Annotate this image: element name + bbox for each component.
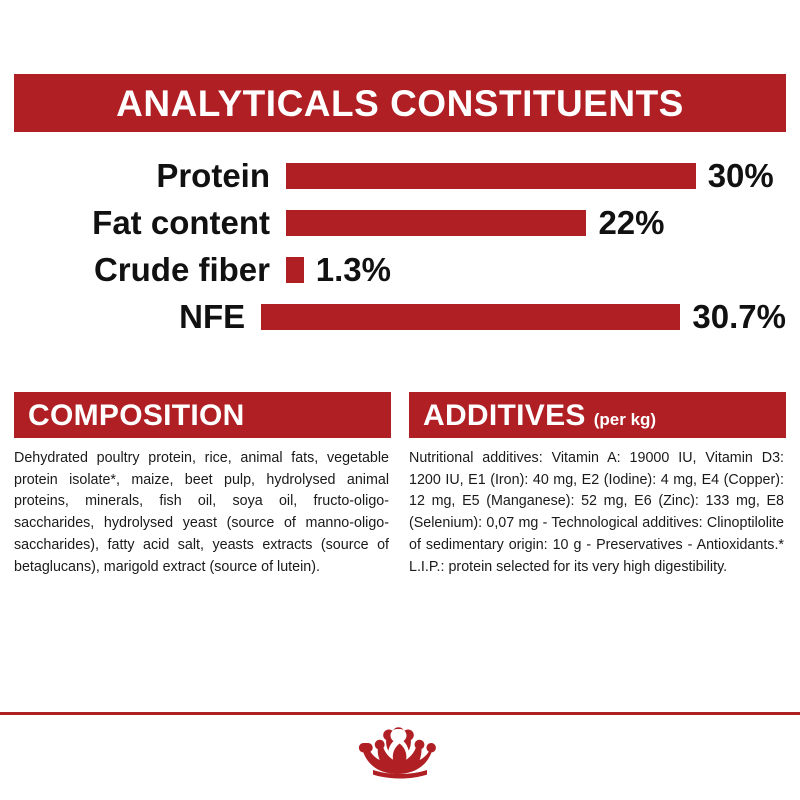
nutrient-bar-fill (286, 163, 696, 189)
nutrient-bar-track (286, 199, 786, 246)
additives-header (409, 392, 786, 438)
nutrient-value: 30.7% (692, 297, 786, 335)
nutrient-value: 22% (598, 203, 665, 241)
nutrient-label: Crude fiber (93, 250, 270, 288)
nutrient-bar-track (286, 246, 786, 293)
analytical-constituents-title: ANALYTICALS CONSTITUENTS (116, 82, 684, 124)
composition-header (14, 392, 391, 438)
nutrient-bar-fill (286, 257, 304, 283)
composition-panel (14, 392, 391, 578)
nutrient-label: Fat content (92, 203, 270, 241)
additives-title: ADDITIVES (423, 399, 586, 432)
royal-crown-logo-icon (357, 723, 443, 781)
analytical-constituents-banner (14, 74, 786, 132)
nutrient-label: NFE (179, 297, 246, 335)
additives-body: Nutritional additives: Vitamin A: 19000 IU, Vitamin D3: 1200 IU, E1 (Iron): 40 mg, E2 (Iodine): 4 mg, E4 (Copper): 12 mg, E5 (Manganese): 52 mg, E6 (Zinc): 133 mg, E8 (Selenium): 0,07 mg - Technological additives: Clinoptilolite of sedimentary origin: 10 g - Preservatives - Antioxidants.* L.I.P.: protein selected for its very high digestibility. (409, 450, 784, 575)
footer-divider (0, 712, 800, 715)
analytical-constituents-section (14, 74, 786, 340)
nutrient-bar-track (286, 152, 786, 199)
composition-title: COMPOSITION (28, 399, 245, 432)
composition-body: Dehydrated poultry protein, rice, animal fats, vegetable protein isolate*, maize, beet pulp, hydrolysed animal proteins, minerals, fish oil, soya oil, fructo-oligo-saccharides, hydrolysed yeast (source of manno-oligo-saccharides), fatty acid salt, yeasts extracts (source of betaglucans), marigold extract (source of lutein). (14, 450, 389, 575)
nutrient-bar-row (14, 293, 786, 340)
nutrient-value: 1.3% (315, 250, 391, 288)
nutrient-bar-fill (286, 210, 586, 236)
additives-panel (409, 392, 786, 578)
nutrient-bar-chart (14, 152, 786, 340)
additives-subtitle: (per kg) (593, 410, 657, 429)
nutrient-value: 30% (707, 156, 774, 194)
nutrient-bar-row (14, 199, 786, 246)
nutrient-bar-row (14, 246, 786, 293)
nutrient-bar-fill (261, 304, 680, 330)
nutrient-label: Protein (156, 156, 270, 194)
nutrient-bar-row (14, 152, 786, 199)
ingredient-panels (14, 392, 786, 578)
nutrient-bar-track (261, 293, 786, 340)
